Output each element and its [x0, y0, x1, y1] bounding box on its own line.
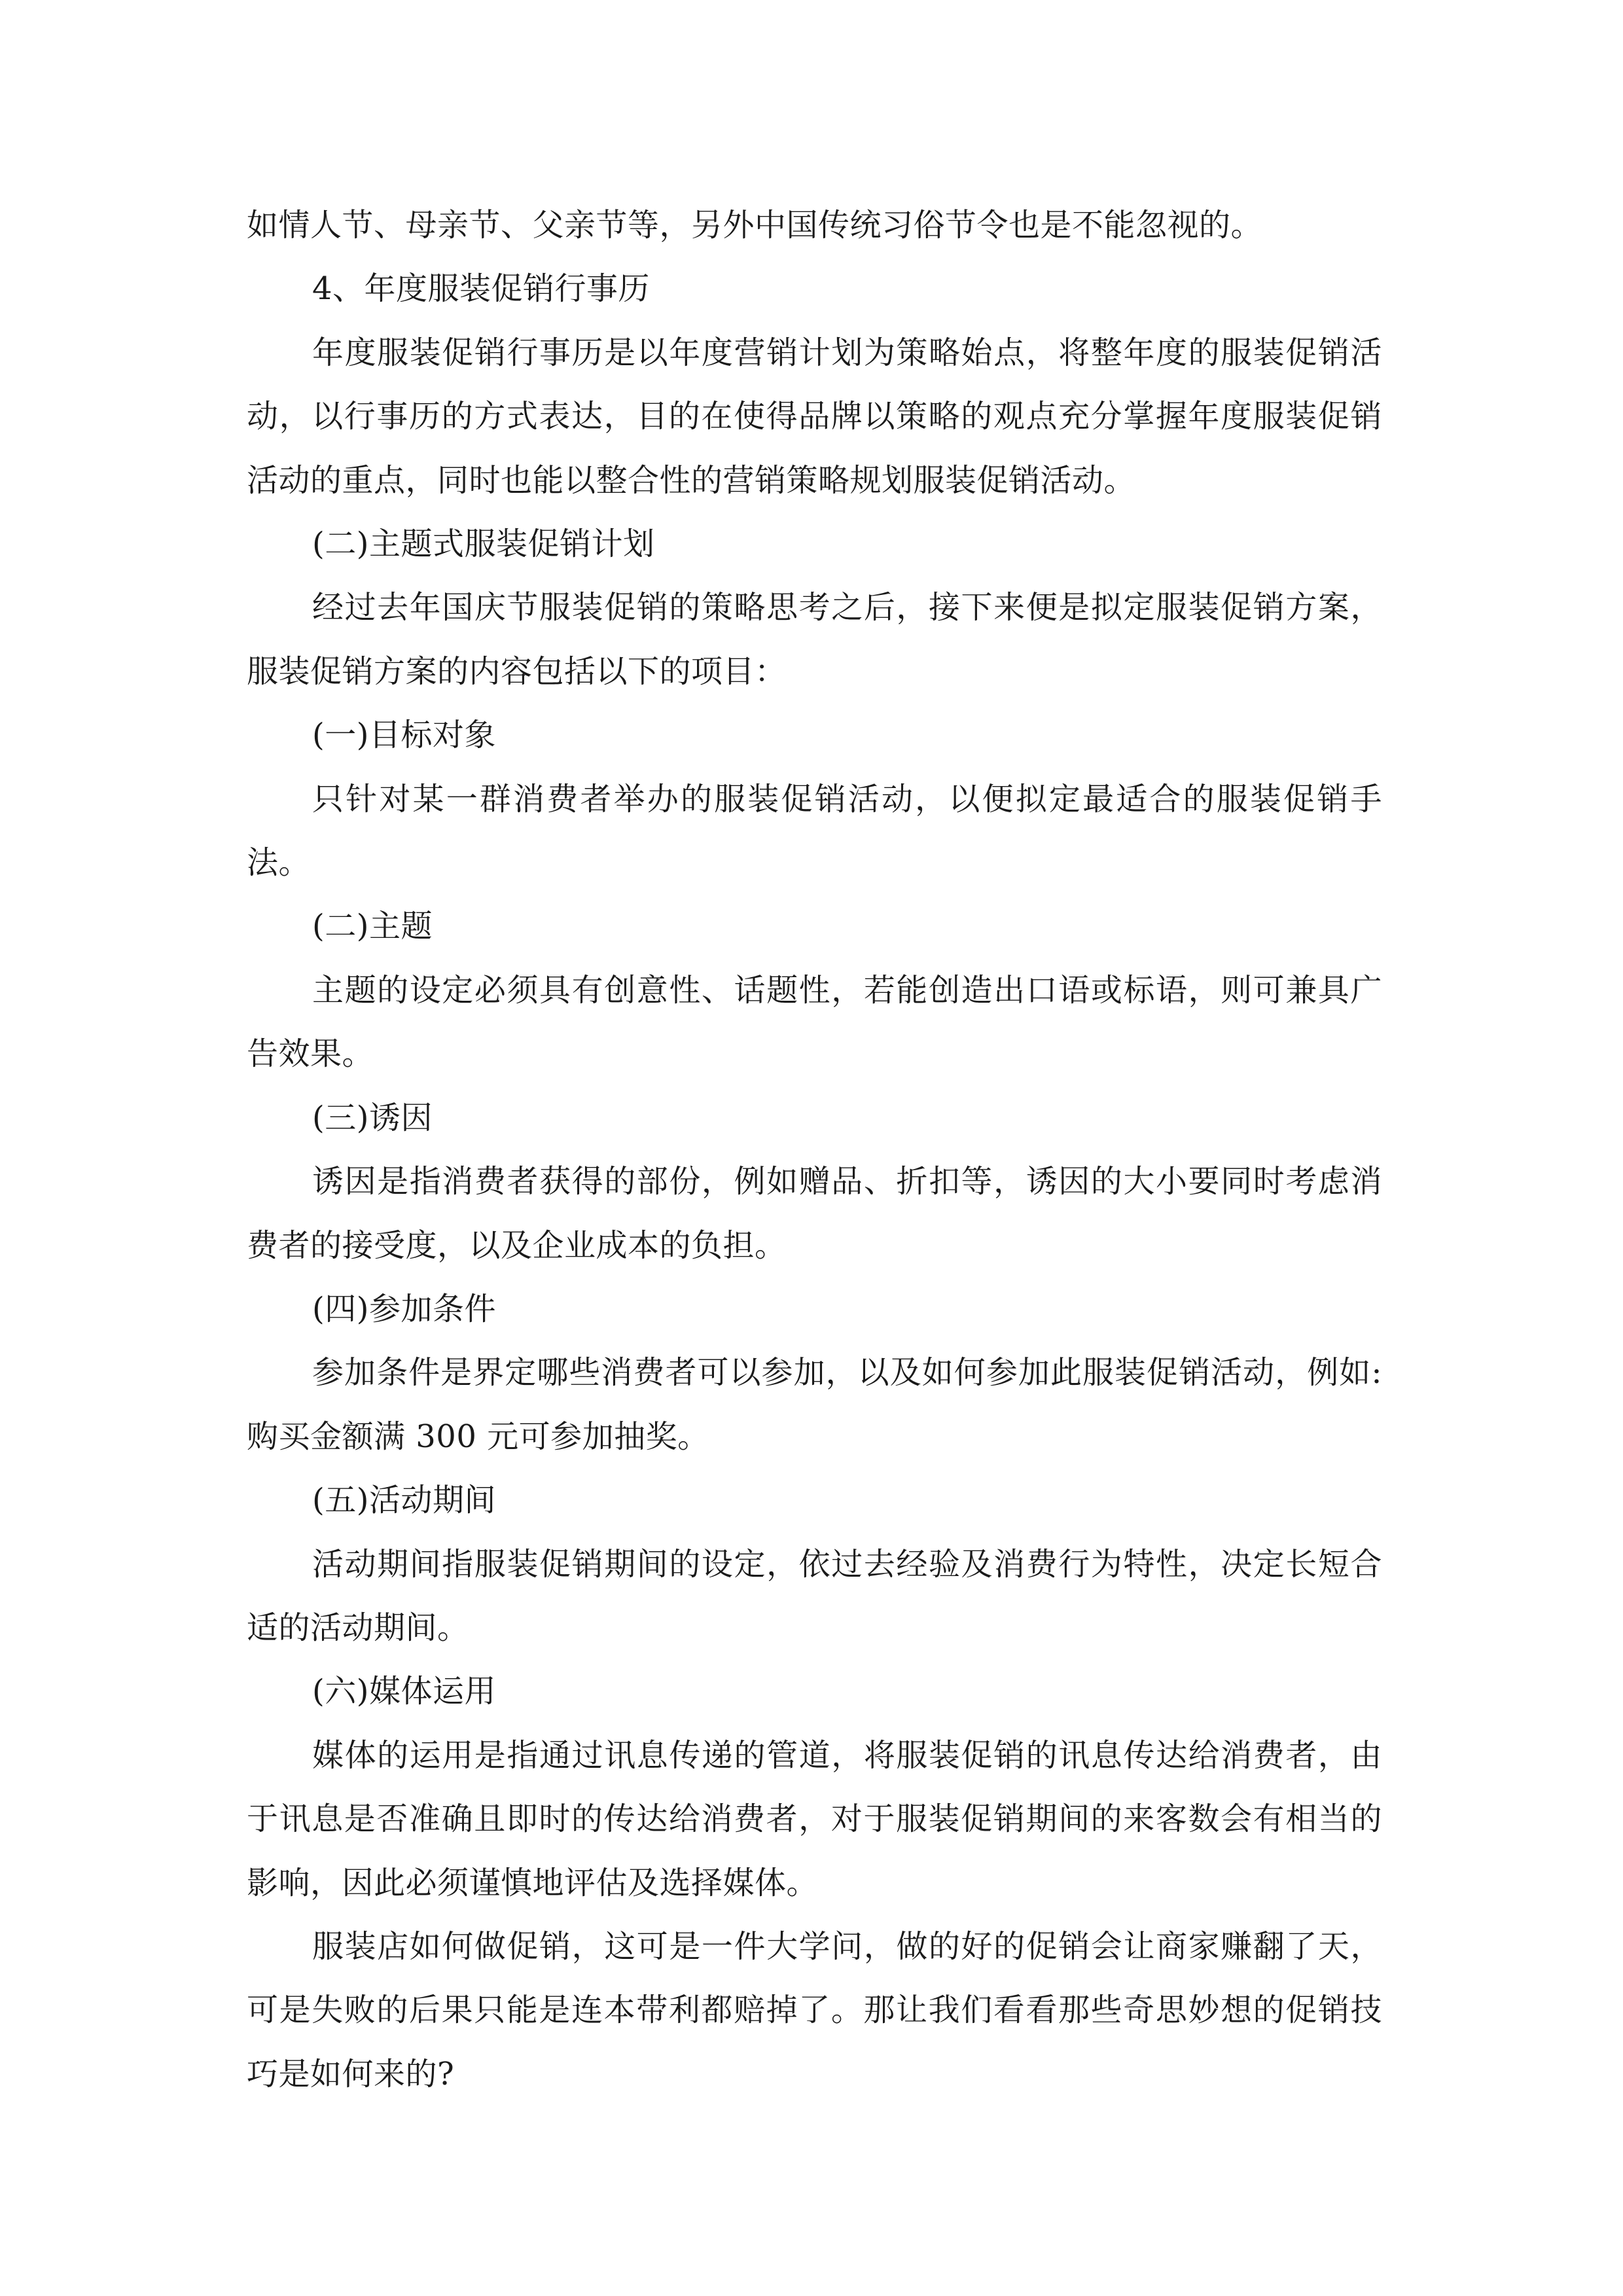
paragraph-conditions: 参加条件是界定哪些消费者可以参加，以及如何参加此服装促销活动，例如:购买金额满 300 元可参加抽奖。: [247, 1354, 1382, 1455]
heading-media: (六)媒体运用: [312, 1673, 496, 1710]
paragraph-store-promotion: 服装店如何做促销，这可是一件大学问，做的好的促销会让商家赚翻了天，可是失败的后果只能是连本带利都赔掉了。那让我们看看那些奇思妙想的促销技巧是如何来的?: [247, 1928, 1382, 2092]
heading-annual-calendar: 4、年度服装促销行事历: [312, 270, 651, 308]
heading-conditions: (四)参加条件: [312, 1290, 496, 1327]
heading-theme: (二)主题: [312, 908, 433, 945]
heading-period: (五)活动期间: [312, 1482, 496, 1519]
paragraph-annual-calendar: 年度服装促销行事历是以年度营销计划为策略始点，将整年度的服装促销活动，以行事历的方式表达，目的在使得品牌以策略的观点充分掌握年度服装促销活动的重点，同时也能以整合性的营销策略规划服装促销活动。: [247, 334, 1382, 499]
heading-incentive: (三)诱因: [312, 1099, 433, 1136]
document-body: [247, 194, 1382, 2106]
heading-target: (一)目标对象: [312, 717, 496, 754]
heading-theme-plan: (二)主题式服装促销计划: [312, 526, 655, 563]
paragraph-theme: 主题的设定必须具有创意性、话题性，若能创造出口语或标语，则可兼具广告效果。: [247, 971, 1382, 1073]
paragraph-holidays: 如情人节、母亲节、父亲节等，另外中国传统习俗节令也是不能忽视的。: [247, 207, 1263, 243]
paragraph-incentive: 诱因是指消费者获得的部份，例如赠品、折扣等，诱因的大小要同时考虑消费者的接受度，以及企业成本的负担。: [247, 1163, 1382, 1264]
paragraph-period: 活动期间指服装促销期间的设定，依过去经验及消费行为特性，决定长短合适的活动期间。: [247, 1545, 1382, 1646]
paragraph-media: 媒体的运用是指通过讯息传递的管道，将服装促销的讯息传达给消费者，由于讯息是否准确且即时的传达给消费者，对于服装促销期间的来客数会有相当的影响，因此必须谨慎地评估及选择媒体。: [247, 1736, 1382, 1901]
paragraph-target: 只针对某一群消费者举办的服装促销活动，以便拟定最适合的服装促销手法。: [247, 780, 1382, 882]
paragraph-theme-plan: 经过去年国庆节服装促销的策略思考之后，接下来便是拟定服装促销方案，服装促销方案的内容包括以下的项目：: [247, 589, 1382, 690]
